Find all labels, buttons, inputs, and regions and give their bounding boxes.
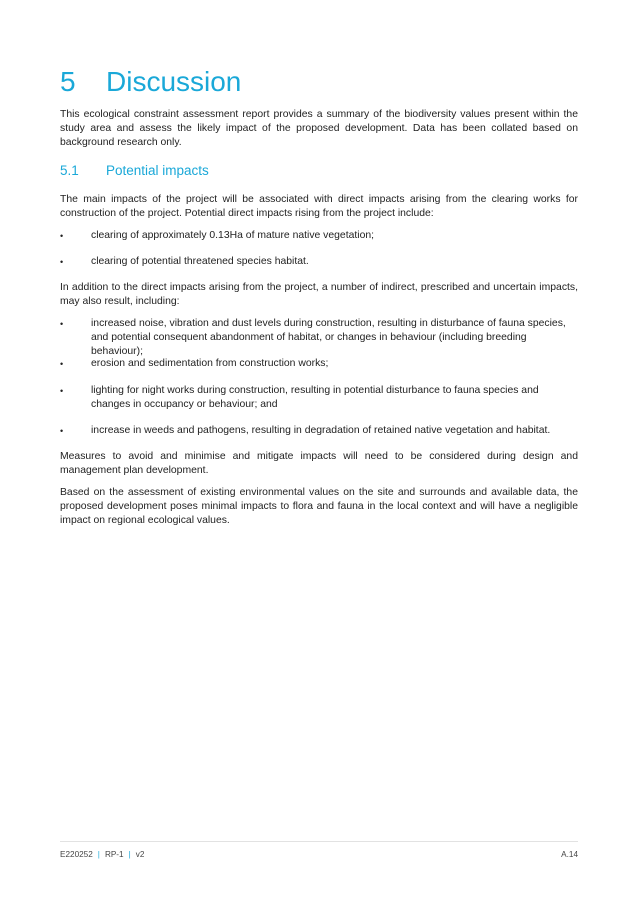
footer-version: v2 bbox=[135, 850, 145, 859]
intro-paragraph: This ecological constraint assessment report provides a summary of the biodiversity values present within the study area and assess the likely impact of the proposed development. Data has been collated based on background research only. bbox=[60, 109, 578, 148]
bullet-icon: • bbox=[60, 231, 64, 241]
footer-report: RP-1 bbox=[104, 850, 124, 859]
bullet-icon: • bbox=[60, 386, 64, 396]
indirect-impacts-paragraph: In addition to the direct impacts arising from the project, a number of indirect, prescribed and uncertain impacts, may also result, including: bbox=[60, 282, 578, 307]
list-item-text: clearing of potential threatened species habitat. bbox=[91, 256, 309, 267]
section-number: 5.1 bbox=[60, 163, 79, 178]
footer-separator: | bbox=[97, 850, 100, 859]
chapter-number: 5 bbox=[60, 66, 76, 97]
bullet-icon: • bbox=[60, 257, 64, 267]
list-item bbox=[60, 255, 578, 269]
footer-separator: | bbox=[128, 850, 131, 859]
direct-impacts-paragraph: The main impacts of the project will be associated with direct impacts arising from the clearing works for construction of the project. Potential direct impacts rising from the project include: bbox=[60, 194, 578, 219]
list-item bbox=[60, 384, 578, 412]
chapter-title: Discussion bbox=[106, 66, 242, 97]
list-item bbox=[60, 317, 578, 359]
footer-doc-id: E220252 bbox=[60, 850, 93, 859]
bullet-icon: • bbox=[60, 319, 64, 329]
list-item bbox=[60, 424, 578, 438]
measures-paragraph: Measures to avoid and minimise and mitigate impacts will need to be considered during design and management plan development. bbox=[60, 451, 578, 476]
page-number: A.14 bbox=[561, 850, 578, 859]
chapter-heading bbox=[60, 56, 241, 100]
list-item-text: increased noise, vibration and dust levels during construction, resulting in disturbance of fauna species, and potential consequent abandonment of habitat, or changes in behaviour (including breeding behaviour); bbox=[91, 318, 566, 357]
footer-doc-info bbox=[60, 849, 144, 860]
bullet-icon: • bbox=[60, 359, 64, 369]
list-item bbox=[60, 229, 578, 243]
bullet-icon: • bbox=[60, 426, 64, 436]
list-item-text: increase in weeds and pathogens, resulting in degradation of retained native vegetation and habitat. bbox=[91, 425, 551, 436]
list-item-text: clearing of approximately 0.13Ha of mature native vegetation; bbox=[91, 230, 375, 241]
footer-divider bbox=[60, 841, 578, 842]
page-footer bbox=[60, 849, 578, 860]
list-item bbox=[60, 357, 578, 371]
list-item-text: erosion and sedimentation from construction works; bbox=[91, 358, 329, 369]
section-heading bbox=[60, 162, 209, 180]
section-title: Potential impacts bbox=[106, 163, 209, 178]
conclusion-paragraph: Based on the assessment of existing environmental values on the site and surrounds and available data, the proposed development poses minimal impacts to flora and fauna in the local context and will have a negligible impact on regional ecological values. bbox=[60, 487, 578, 526]
list-item-text: lighting for night works during construction, resulting in potential disturbance to fauna species and changes in occupancy or behaviour; and bbox=[91, 385, 539, 410]
